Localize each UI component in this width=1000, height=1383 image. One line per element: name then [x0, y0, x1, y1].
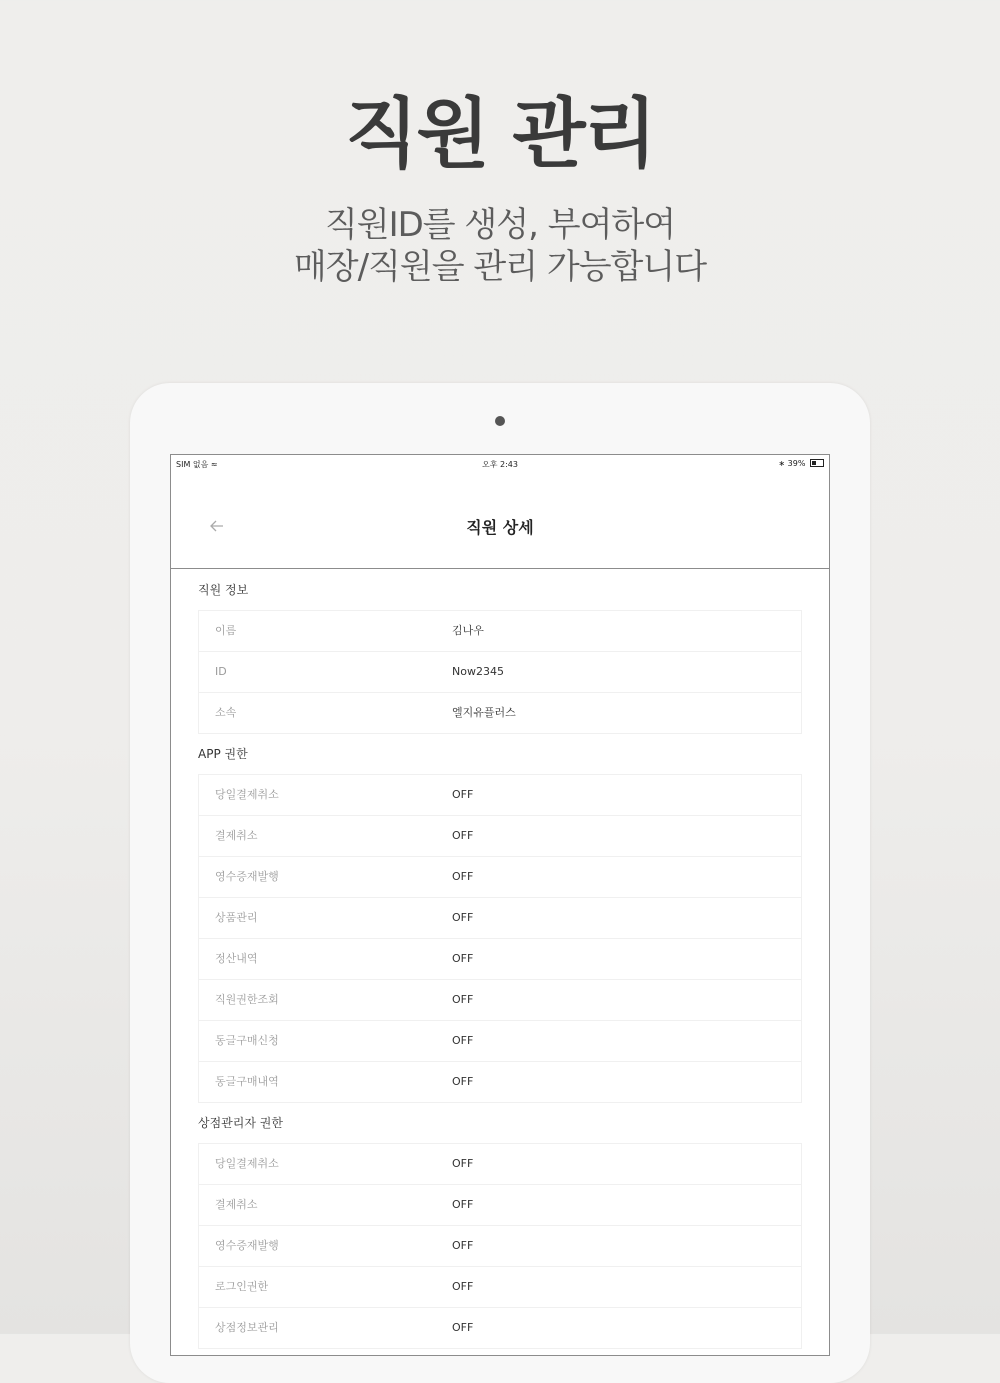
- row-label: ID: [215, 665, 227, 678]
- table-row: [199, 1267, 801, 1308]
- row-label: 소속: [215, 706, 237, 719]
- carrier-label: SIM 없음: [176, 460, 209, 469]
- row-label: 당일결제취소: [215, 1157, 279, 1170]
- hero-subtitle: [0, 204, 1000, 288]
- detail-content: [171, 570, 829, 1349]
- row-label: 상품관리: [215, 911, 258, 924]
- hero-subtitle-line1: 직원ID를 생성, 부여하여: [324, 205, 676, 245]
- table-row: [199, 1226, 801, 1267]
- row-value: OFF: [452, 952, 474, 965]
- tablet-frame: [130, 383, 870, 1383]
- row-value: OFF: [452, 1075, 474, 1088]
- row-value: OFF: [452, 1321, 474, 1334]
- table-row: [199, 1308, 801, 1348]
- row-value: OFF: [452, 1157, 474, 1170]
- table-row: [199, 1144, 801, 1185]
- table-row: [199, 857, 801, 898]
- battery-percent: 39%: [787, 459, 806, 468]
- row-label: 영수증재발행: [215, 870, 279, 883]
- table-row: [199, 1062, 801, 1102]
- table-row: [199, 611, 801, 652]
- table-row: [199, 980, 801, 1021]
- hero-subtitle-line2: 매장/직원을 관리 가능합니다: [293, 247, 707, 287]
- section-title: APP 권한: [198, 747, 248, 761]
- row-label: 당일결제취소: [215, 788, 279, 801]
- table-row: [199, 939, 801, 980]
- row-value: OFF: [452, 1239, 474, 1252]
- camera-dot: [495, 416, 505, 426]
- row-label: 직원권한조회: [215, 993, 279, 1006]
- table-row: [199, 693, 801, 733]
- table-row: [199, 898, 801, 939]
- section-title: 상점관리자 권한: [198, 1116, 283, 1130]
- status-time: 오후 2:43: [482, 460, 518, 469]
- row-value: OFF: [452, 829, 474, 842]
- row-label: 로그인권한: [215, 1280, 269, 1293]
- row-value: OFF: [452, 993, 474, 1006]
- row-value: 김나우: [452, 624, 484, 637]
- row-value: OFF: [452, 911, 474, 924]
- info-table: [198, 774, 802, 1103]
- row-label: 결제취소: [215, 829, 258, 842]
- status-right: [778, 459, 824, 468]
- row-value: OFF: [452, 788, 474, 801]
- table-row: [199, 1021, 801, 1062]
- row-label: 결제취소: [215, 1198, 258, 1211]
- tablet-screen: [170, 454, 830, 1356]
- row-value: 엘지유플러스: [452, 706, 516, 719]
- battery-icon: [810, 459, 824, 467]
- row-label: 동글구매내역: [215, 1075, 279, 1088]
- hero-title: 직원 관리: [344, 89, 656, 178]
- row-label: 동글구매신청: [215, 1034, 279, 1047]
- status-bar: [171, 455, 829, 471]
- table-row: [199, 775, 801, 816]
- row-value: OFF: [452, 870, 474, 883]
- info-table: [198, 1143, 802, 1349]
- row-value: OFF: [452, 1034, 474, 1047]
- navbar: [171, 471, 829, 569]
- table-row: [199, 1185, 801, 1226]
- table-row: [199, 816, 801, 857]
- row-label: 이름: [215, 624, 237, 637]
- bluetooth-icon: ∗: [778, 459, 786, 468]
- section-title: 직원 정보: [198, 583, 249, 597]
- table-row: [199, 652, 801, 693]
- row-value: OFF: [452, 1198, 474, 1211]
- row-label: 영수증재발행: [215, 1239, 279, 1252]
- row-value: OFF: [452, 1280, 474, 1293]
- page-title: 직원 상세: [466, 518, 534, 537]
- info-table: [198, 610, 802, 734]
- row-label: 정산내역: [215, 952, 258, 965]
- wifi-icon: ≈: [210, 460, 218, 469]
- row-label: 상점정보관리: [215, 1321, 279, 1334]
- row-value: Now2345: [452, 665, 504, 678]
